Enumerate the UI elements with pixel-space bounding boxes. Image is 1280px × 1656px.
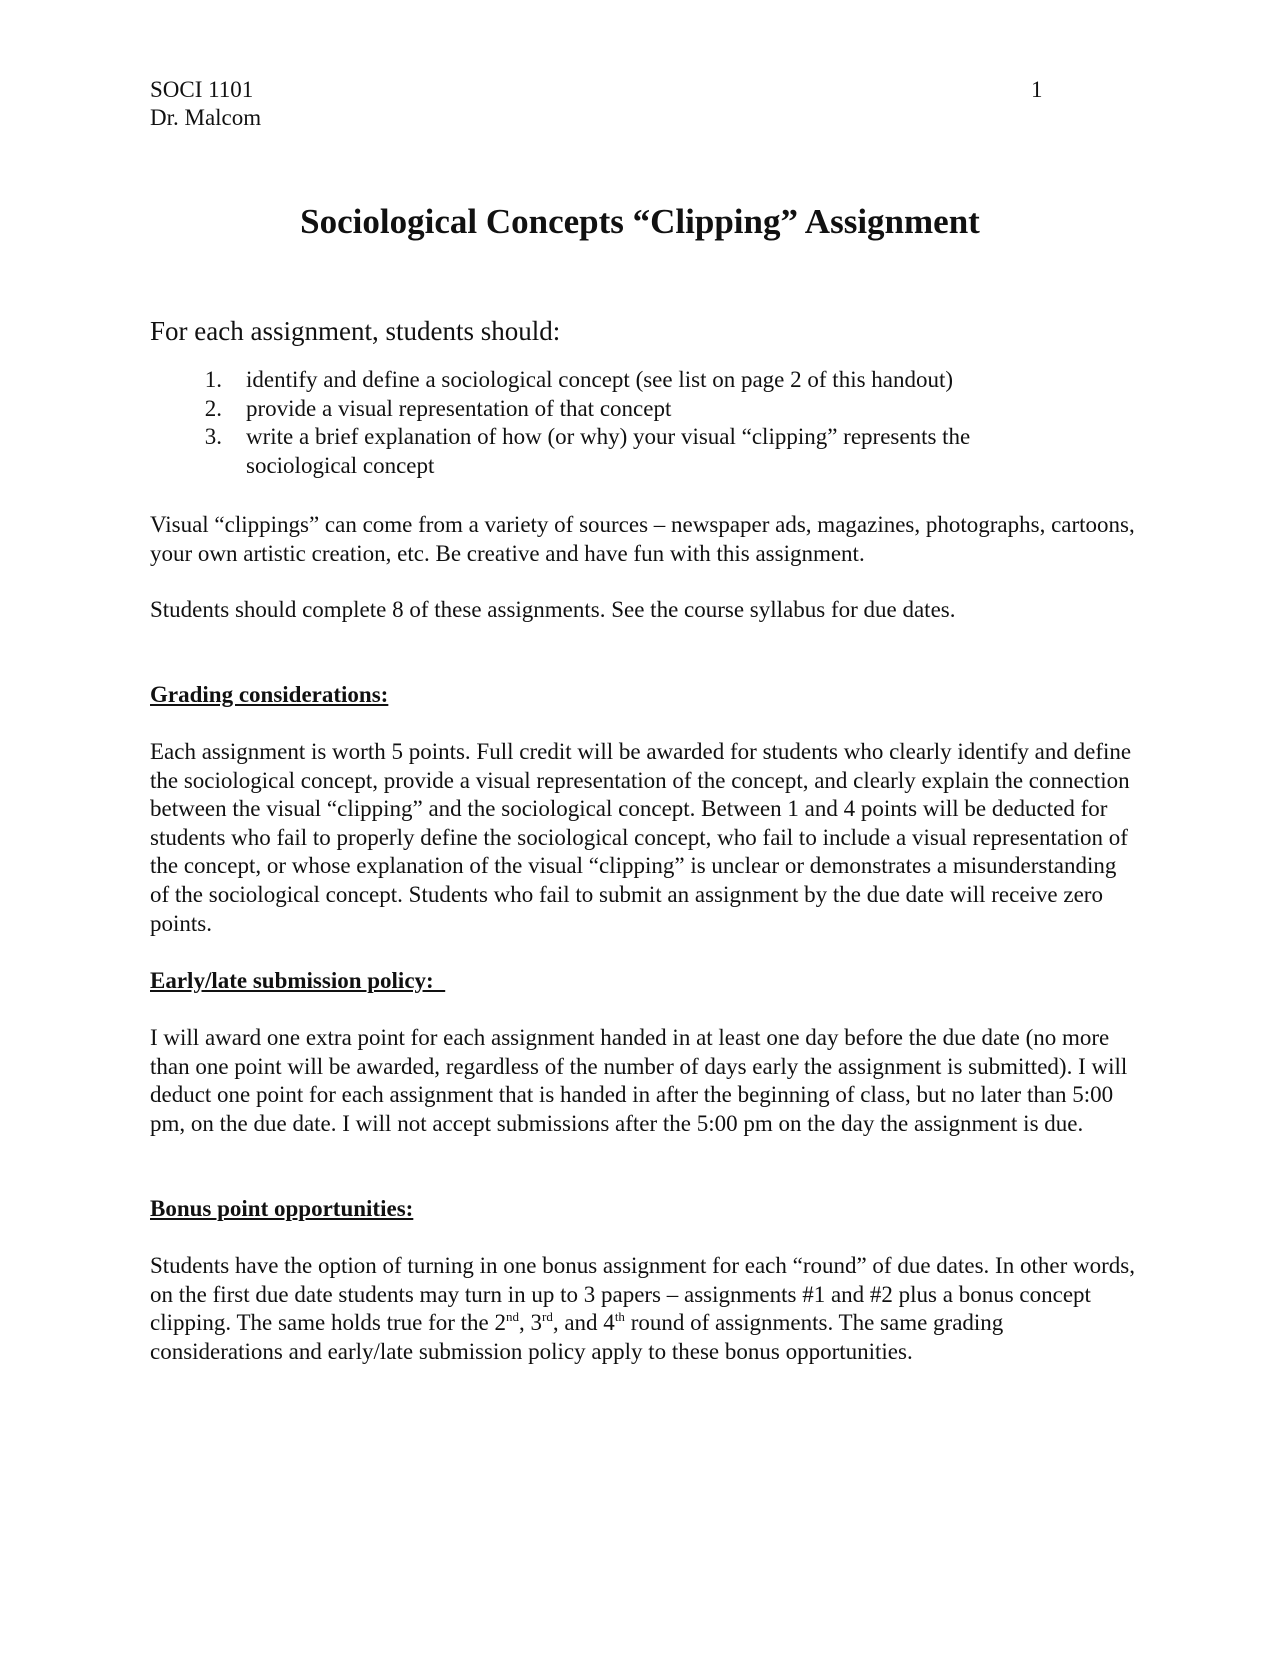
- late-policy-paragraph: I will award one extra point for each assignment handed in at least one day before the due date (no more than one point will be awarded, regardless of the number of days early the assignment is submitted). I will deduct one point for each assignment that is handed in after the beginning of class, but no later than 5:00 pm, on the due date. I will not accept submissions after the 5:00 pm on the day the assignment is due.: [150, 1025, 1128, 1136]
- bonus-separator-1: , 3: [519, 1310, 542, 1336]
- bonus-paragraph: [150, 1252, 1140, 1366]
- late-policy-heading: Early/late submission policy:: [150, 968, 446, 993]
- course-code: SOCI 1101: [150, 77, 254, 102]
- grading-paragraph: Each assignment is worth 5 points. Full credit will be awarded for students who clearly identify and define the sociological concept, provide a visual representation of the concept, and clearly explain the connection between the visual “clipping” and the sociological concept. Between 1 and 4 points will be deducted for students who fail to properly define the sociological concept, who fail to include a visual representation of the concept, or whose explanation of the visual “clipping” is unclear or demonstrates a misunderstanding of the sociological concept. Students who fail to submit an assignment by the due date will receive zero points.: [150, 739, 1132, 936]
- list-item-text: identify and define a sociological concept (see list on page 2 of this handout): [246, 367, 954, 392]
- grading-heading: Grading considerations:: [150, 682, 389, 707]
- document-title: Sociological Concepts “Clipping” Assignment: [300, 202, 980, 241]
- bonus-separator-2: , and 4: [552, 1310, 615, 1336]
- bonus-heading: Bonus point opportunities:: [150, 1196, 414, 1221]
- list-item-number: 3 .: [150, 423, 224, 480]
- list-item-number: 1 .: [150, 366, 224, 395]
- ordinal-suffix-rd: rd: [542, 1309, 553, 1325]
- ordinal-suffix-th: th: [614, 1309, 625, 1325]
- page-number: 1: [1031, 77, 1043, 102]
- bonus-text-part2: round of assignments. The same grading considerations and early/late submission policy apply to these bonus opportunities.: [150, 1310, 1004, 1364]
- list-item-text: provide a visual representation of that concept: [246, 395, 672, 421]
- visual-sources-paragraph: Visual “clippings” can come from a variety of sources – newspaper ads, magazines, photographs, cartoons, your own artistic creation, etc. Be creative and have fun with this assignment.: [150, 512, 1135, 566]
- ordinal-suffix-nd: nd: [506, 1309, 519, 1325]
- list-item: [150, 366, 1050, 395]
- list-item: [150, 423, 1050, 480]
- intro-line: For each assignment, students should:: [150, 316, 561, 346]
- instructor-name: Dr. Malcom: [150, 105, 262, 130]
- completion-paragraph: Students should complete 8 of these assignments. See the course syllabus for due dates.: [150, 597, 956, 622]
- list-item-number: 2 .: [150, 395, 224, 424]
- bonus-text-part1: Students have the option of turning in one bonus assignment for each “round” of due dates. In other words, on the first due date students may turn in up to 3 papers – assignments #1 and #2 plus a bonus concept clipping. The same holds true for the 2: [150, 1253, 1135, 1336]
- running-header: [150, 76, 261, 132]
- list-item-text: write a brief explanation of how (or why) your visual “clipping” represents the sociological concept: [246, 424, 971, 478]
- steps-list: [150, 366, 1050, 480]
- list-item: [150, 395, 1050, 424]
